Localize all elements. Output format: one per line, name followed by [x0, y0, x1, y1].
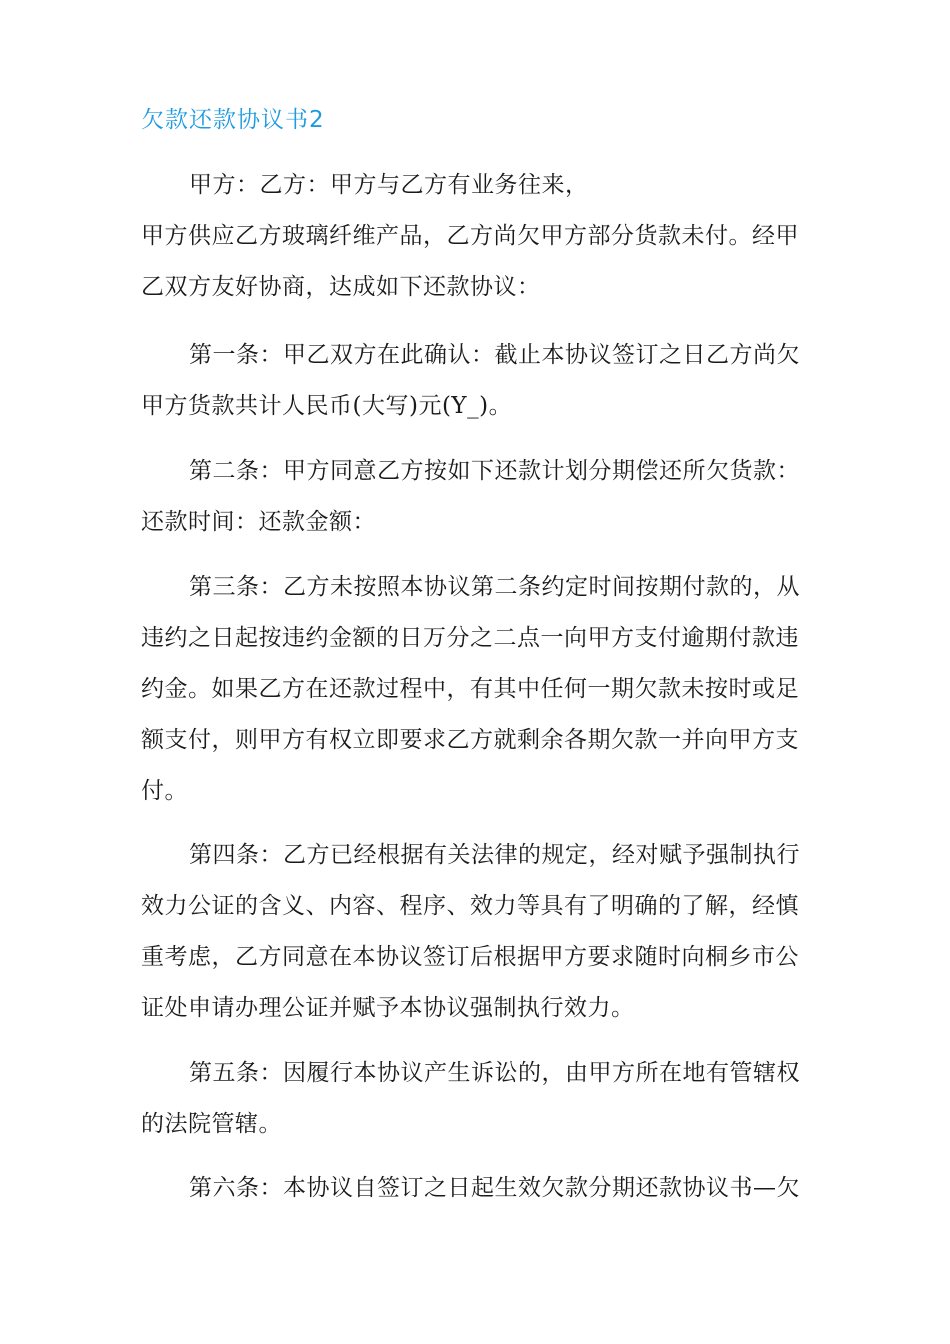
paragraph-line: 第三条：乙方未按照本协议第二条约定时间按期付款的，从 [189, 574, 800, 600]
article-6 [141, 1163, 811, 1214]
paragraph-intro [141, 160, 811, 313]
paragraph-line: 第二条：甲方同意乙方按如下还款计划分期偿还所欠货款： [189, 458, 800, 484]
paragraph-line: 第六条：本协议自签订之日起生效欠款分期还款协议书—欠 [189, 1175, 800, 1201]
paragraph-line: 效力公证的含义、内容、程序、效力等具有了明确的了解，经慎 [141, 893, 799, 919]
paragraph-line: 付。 [141, 778, 188, 804]
article-3 [141, 562, 811, 817]
paragraph-line: 约金。如果乙方在还款过程中，有其中任何一期欠款未按时或足 [141, 676, 799, 702]
paragraph-line: 第五条：因履行本协议产生诉讼的，由甲方所在地有管辖权 [189, 1060, 800, 1086]
paragraph-line: 第一条：甲乙双方在此确认：截止本协议签订之日乙方尚欠 [189, 342, 800, 368]
article-4 [141, 830, 811, 1034]
paragraph-line: 额支付，则甲方有权立即要求乙方就剩余各期欠款一并向甲方支 [141, 727, 799, 753]
paragraph-line: 甲方：乙方：甲方与乙方有业务往来， [189, 172, 589, 198]
paragraph-line: 违约之日起按违约金额的日万分之二点一向甲方支付逾期付款违 [141, 625, 799, 651]
paragraph-line: 还款时间：还款金额： [141, 509, 376, 535]
paragraph-line: 证处申请办理公证并赋予本协议强制执行效力。 [141, 995, 635, 1021]
paragraph-line: 重考虑，乙方同意在本协议签订后根据甲方要求随时向桐乡市公 [141, 944, 799, 970]
paragraph-line: 甲方供应乙方玻璃纤维产品，乙方尚欠甲方部分货款未付。经甲 [141, 223, 799, 249]
article-1 [141, 330, 811, 432]
article-2 [141, 446, 811, 548]
paragraph-line: 的法院管辖。 [141, 1111, 282, 1137]
paragraph-line: 甲方货款共计人民币(大写)元(Y_)。 [141, 393, 513, 419]
paragraph-line: 乙双方友好协商，达成如下还款协议： [141, 274, 541, 300]
article-5 [141, 1048, 811, 1150]
document-title: 欠款还款协议书2 [141, 107, 325, 133]
paragraph-line: 第四条：乙方已经根据有关法律的规定，经对赋予强制执行 [189, 842, 800, 868]
